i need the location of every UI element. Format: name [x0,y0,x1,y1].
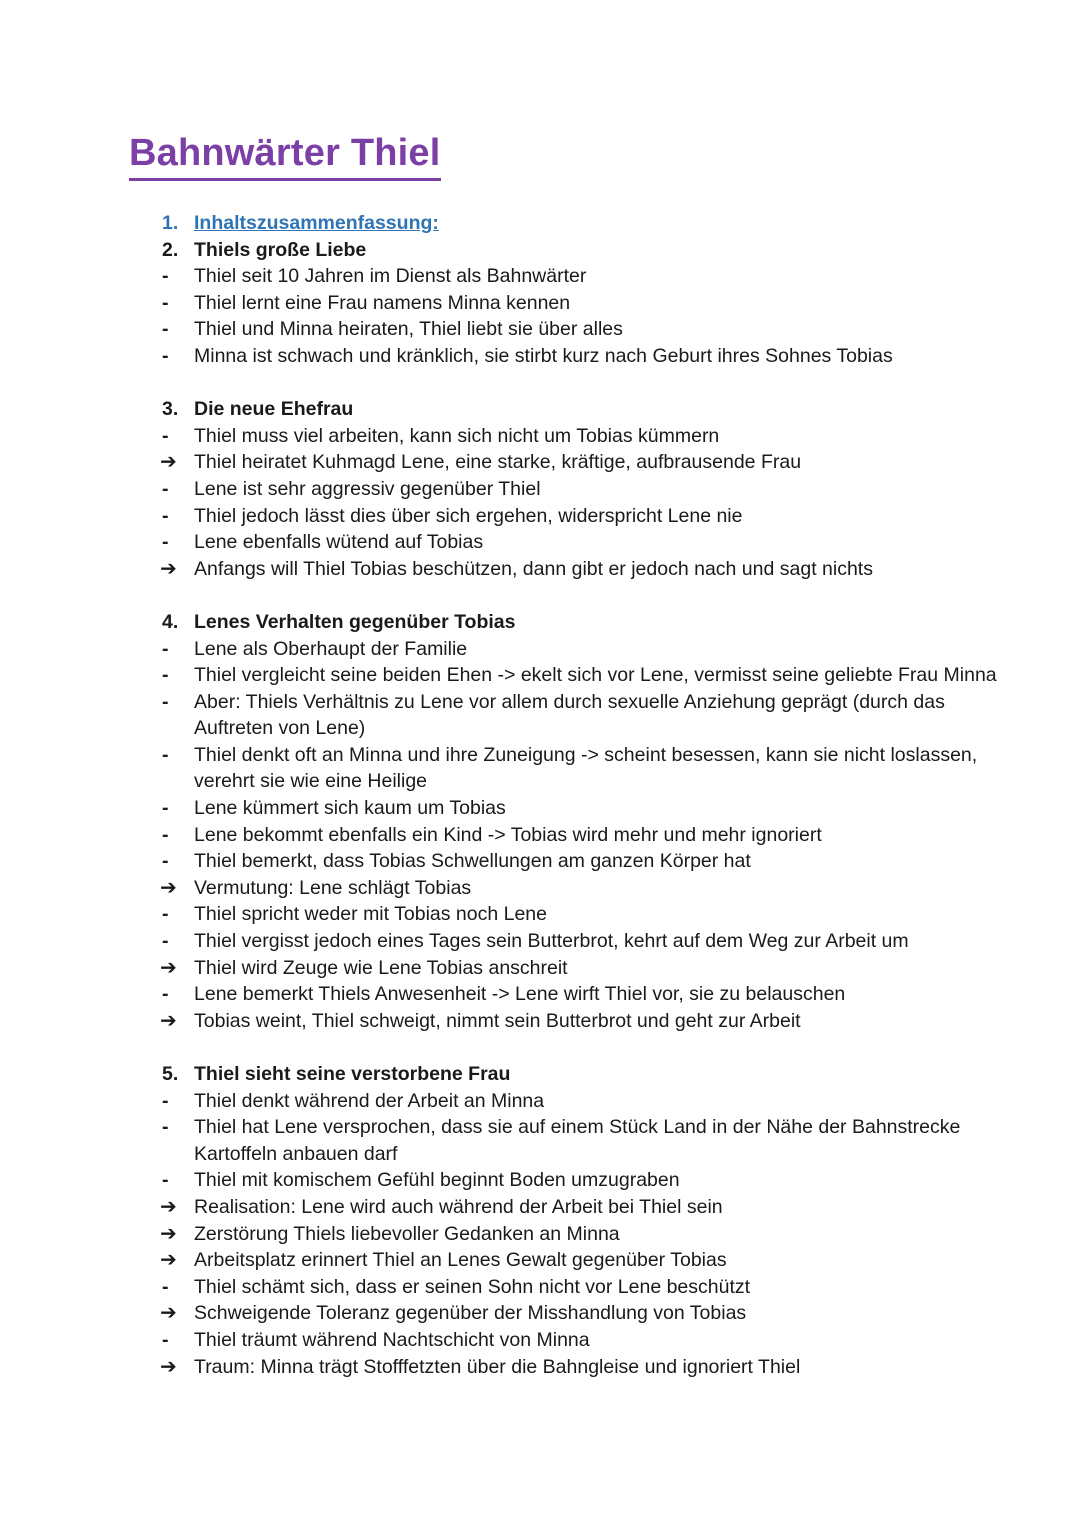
dash-bullet-icon: - [162,637,169,660]
list-item [162,476,1022,503]
dash-bullet-icon: - [162,690,169,713]
section-heading-text: Thiels große Liebe [194,238,367,261]
dash-bullet-icon: - [162,1275,169,1298]
page-title: Bahnwärter Thiel [129,128,441,181]
list-item [162,1088,1022,1115]
dash-bullet-icon: - [162,743,169,766]
list-item [162,795,1022,822]
list-item [162,529,1022,556]
list-item [162,1221,1022,1248]
dash-bullet-icon: - [162,531,169,554]
list-item [162,822,1022,849]
list-item [162,1274,1022,1301]
arrow-right-icon: ➔ [160,876,177,899]
dash-bullet-icon: - [162,318,169,341]
section-heading-text: Lenes Verhalten gegenüber Tobias [194,610,516,633]
list-item-text: Thiel denkt während der Arbeit an Minna [194,1089,545,1112]
section-heading [162,609,1022,636]
arrow-right-icon: ➔ [160,1249,177,1272]
list-item [162,1300,1022,1327]
list-item-text: Anfangs will Thiel Tobias beschützen, dann gibt er jedoch nach und sagt nichts [194,557,873,580]
section-spacer [162,370,1022,397]
list-item [162,981,1022,1008]
dash-bullet-icon: - [162,850,169,873]
dash-bullet-icon: - [162,504,169,527]
list-item-text: Thiel seit 10 Jahren im Dienst als Bahnwärter [194,265,587,288]
list-item-text: Thiel vergleicht seine beiden Ehen -> ekelt sich vor Lene, vermisst seine geliebte Frau Minna [194,664,997,687]
list-item [162,423,1022,450]
list-item-text: Minna ist schwach und kränklich, sie stirbt kurz nach Geburt ihres Sohnes Tobias [194,344,893,367]
arrow-right-icon: ➔ [160,1302,177,1325]
list-item-text: Thiel mit komischem Gefühl beginnt Boden umzugraben [194,1169,680,1192]
arrow-right-icon: ➔ [160,451,177,474]
section-number: 2. [162,238,179,261]
list-item-text: Thiel hat Lene versprochen, dass sie auf einem Stück Land in der Nähe der Bahnstrecke Kartoffeln anbauen darf [194,1116,961,1165]
list-item [162,1247,1022,1274]
list-item-text: Thiel denkt oft an Minna und ihre Zuneigung -> scheint besessen, kann sie nicht loslassen, verehrt sie wie eine Heilige [194,743,978,793]
dash-bullet-icon: - [162,424,169,447]
dash-bullet-icon: - [162,823,169,846]
list-item-text: Arbeitsplatz erinnert Thiel an Lenes Gewalt gegenüber Tobias [194,1249,727,1272]
list-item-text: Thiel lernt eine Frau namens Minna kennen [194,291,571,314]
list-item-text: Traum: Minna trägt Stofffetzten über die Bahngleise und ignoriert Thiel [194,1355,801,1378]
arrow-right-icon: ➔ [160,1355,177,1378]
dash-bullet-icon: - [162,477,169,500]
list-item [162,1008,1022,1035]
section-heading-text: Thiel sieht seine verstorbene Frau [194,1063,511,1085]
list-item [162,290,1022,317]
list-item [162,503,1022,530]
section-heading [162,1061,1022,1088]
document-content [162,210,1022,1380]
section-heading-text: Die neue Ehefrau [194,398,354,421]
list-item-text: Vermutung: Lene schlägt Tobias [194,876,472,899]
list-item-text: Lene bekommt ebenfalls ein Kind -> Tobias wird mehr und mehr ignoriert [194,823,822,846]
list-item [162,449,1022,476]
list-item-text: Realisation: Lene wird auch während der Arbeit bei Thiel sein [194,1195,723,1218]
dash-bullet-icon: - [162,1328,169,1351]
dash-bullet-icon: - [162,344,169,367]
list-item-text: Thiel jedoch lässt dies über sich ergehen, widerspricht Lene nie [194,504,743,527]
section-heading-link[interactable]: Inhaltszusammenfassung: [194,212,439,234]
dash-bullet-icon: - [162,797,169,820]
list-item-text: Lene kümmert sich kaum um Tobias [194,797,506,820]
list-item-text: Thiel und Minna heiraten, Thiel liebt sie über alles [194,318,623,341]
dash-bullet-icon: - [162,903,169,926]
list-item-text: Thiel heiratet Kuhmagd Lene, eine starke, kräftige, aufbrausende Frau [194,451,802,474]
list-item-text: Schweigende Toleranz gegenüber der Misshandlung von Tobias [194,1302,747,1325]
list-item-text: Thiel bemerkt, dass Tobias Schwellungen am ganzen Körper hat [194,850,751,873]
dash-bullet-icon: - [162,291,169,314]
list-item [162,901,1022,928]
dash-bullet-icon: - [162,664,169,687]
list-item-text: Zerstörung Thiels liebevoller Gedanken an Minna [194,1222,620,1245]
arrow-right-icon: ➔ [160,1009,177,1032]
list-item [162,848,1022,875]
list-item [162,1114,1022,1167]
list-item-text: Thiel vergisst jedoch eines Tages sein Butterbrot, kehrt auf dem Weg zur Arbeit um [194,930,909,953]
list-item-text: Tobias weint, Thiel schweigt, nimmt sein Butterbrot und geht zur Arbeit [194,1009,801,1032]
section-heading[interactable] [162,210,1022,237]
section-number: 1. [162,212,179,234]
list-item-text: Thiel schämt sich, dass er seinen Sohn nicht vor Lene beschützt [194,1275,751,1298]
list-item [162,1167,1022,1194]
list-item [162,689,1022,742]
list-item-text: Lene ist sehr aggressiv gegenüber Thiel [194,477,541,500]
dash-bullet-icon: - [162,1116,169,1139]
section-number: 4. [162,610,179,633]
dash-bullet-icon: - [162,983,169,1006]
section-heading [162,396,1022,423]
section-spacer [162,1034,1022,1061]
list-item-text: Lene als Oberhaupt der Familie [194,637,468,660]
section-number: 3. [162,398,179,421]
list-item-text: Thiel spricht weder mit Tobias noch Lene [194,903,547,926]
list-item [162,316,1022,343]
list-item-text: Thiel muss viel arbeiten, kann sich nicht um Tobias kümmern [194,424,720,447]
list-item [162,955,1022,982]
list-item [162,928,1022,955]
list-item [162,343,1022,370]
dash-bullet-icon: - [162,930,169,953]
list-item-text: Thiel wird Zeuge wie Lene Tobias anschreit [194,956,568,979]
dash-bullet-icon: - [162,265,169,288]
list-item [162,1354,1022,1381]
list-item [162,556,1022,583]
arrow-right-icon: ➔ [160,1222,177,1245]
list-item [162,263,1022,290]
dash-bullet-icon: - [162,1089,169,1112]
list-item [162,875,1022,902]
section-spacer [162,582,1022,609]
dash-bullet-icon: - [162,1169,169,1192]
section-number: 5. [162,1063,179,1085]
list-item-text: Lene bemerkt Thiels Anwesenheit -> Lene wirft Thiel vor, sie zu belauschen [194,983,846,1006]
arrow-right-icon: ➔ [160,1195,177,1218]
arrow-right-icon: ➔ [160,956,177,979]
list-item-text: Aber: Thiels Verhältnis zu Lene vor allem durch sexuelle Anziehung geprägt (durch das Auftreten von Lene) [194,690,945,740]
list-item [162,636,1022,663]
list-item [162,742,1022,795]
list-item [162,662,1022,689]
list-item [162,1327,1022,1354]
list-item [162,1194,1022,1221]
list-item-text: Thiel träumt während Nachtschicht von Minna [194,1328,590,1351]
section-heading [162,237,1022,264]
list-item-text: Lene ebenfalls wütend auf Tobias [194,531,484,554]
arrow-right-icon: ➔ [160,557,177,580]
